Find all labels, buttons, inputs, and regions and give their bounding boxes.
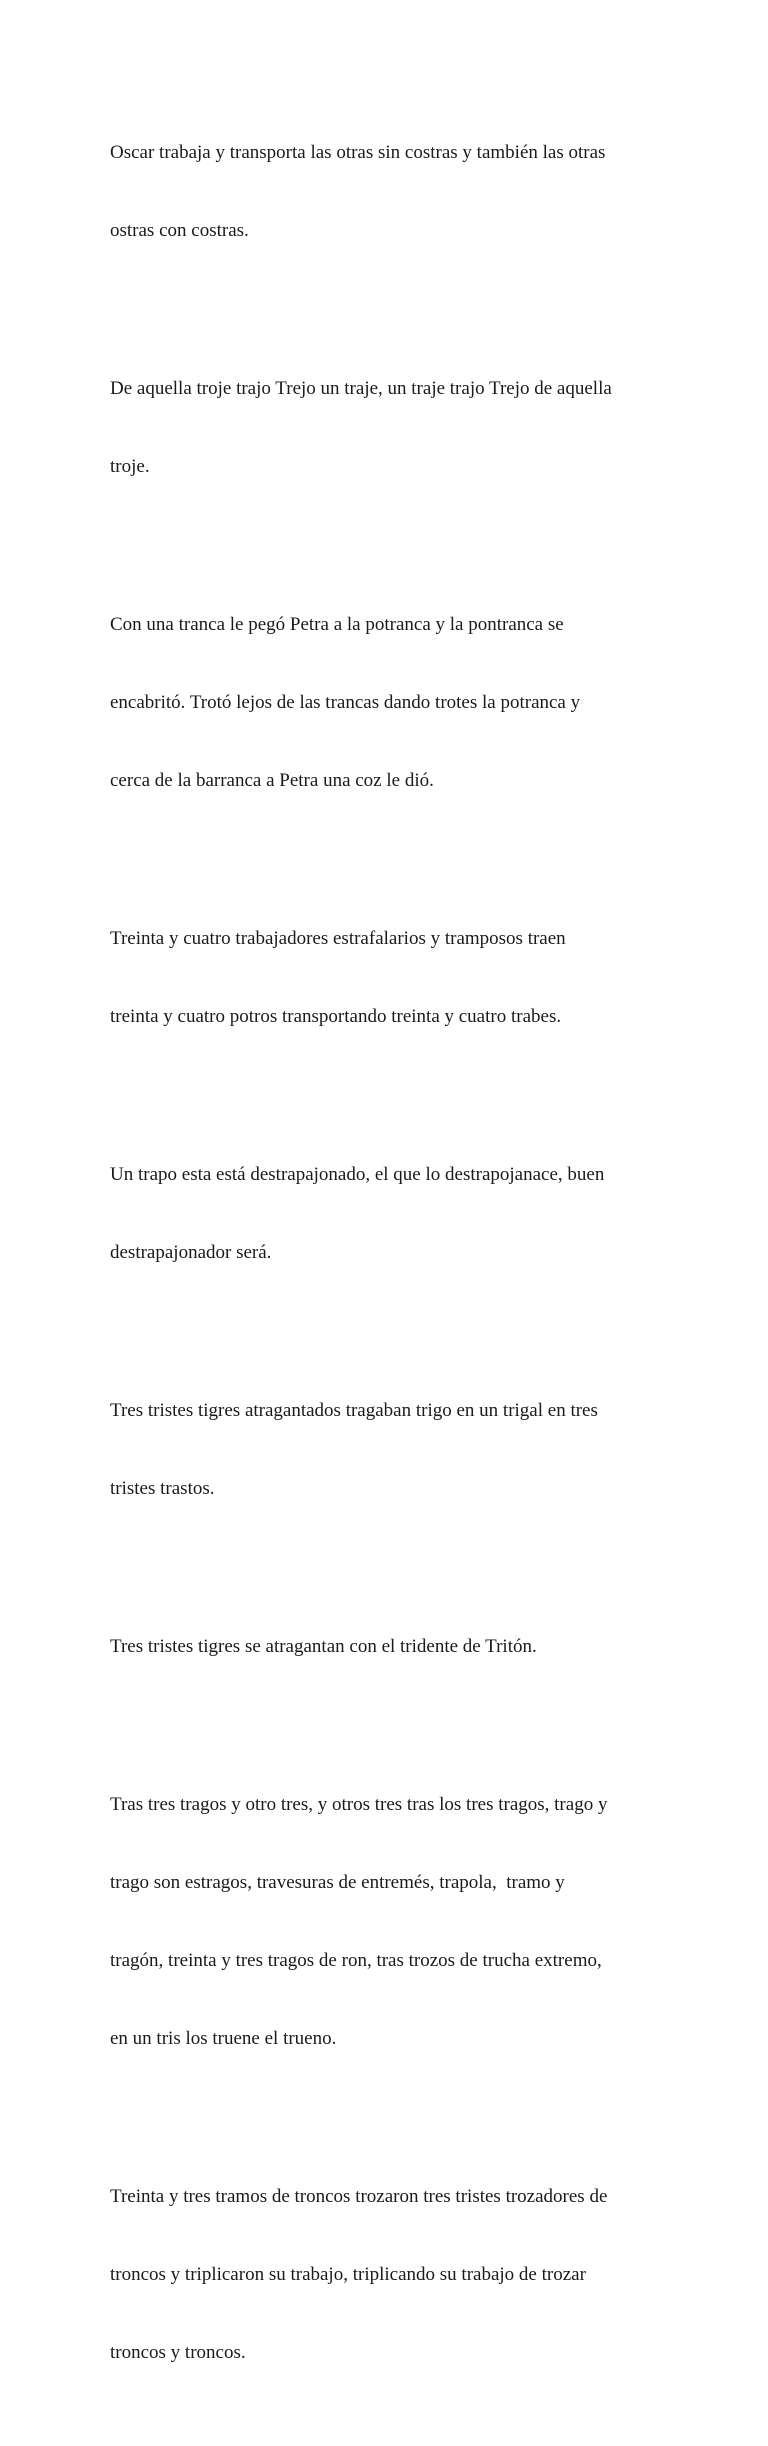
- paragraph-line: Treinta y cuatro trabajadores estrafalarios y tramposos traen: [110, 928, 566, 949]
- document-body: [110, 88, 660, 2446]
- paragraph: [110, 2132, 660, 2418]
- paragraph-line: cerca de la barranca a Petra una coz le dió.: [110, 770, 434, 791]
- paragraph-line: Treinta y tres tramos de troncos trozaron tres tristes trozadores de: [110, 2186, 608, 2207]
- paragraph-line: Tres tristes tigres atragantados tragaban trigo en un trigal en tres: [110, 1400, 598, 1421]
- paragraph-line: troje.: [110, 456, 150, 477]
- paragraph-line: en un tris los truene el trueno.: [110, 2028, 337, 2049]
- paragraph-line: tragón, treinta y tres tragos de ron, tras trozos de trucha extremo,: [110, 1950, 602, 1971]
- paragraph: [110, 1110, 660, 1318]
- paragraph-line: treinta y cuatro potros transportando treinta y cuatro trabes.: [110, 1006, 562, 1027]
- paragraph-line: Un trapo esta está destrapajonado, el que lo destrapojanace, buen: [110, 1164, 605, 1185]
- paragraph-line: Tras tres tragos y otro tres, y otros tres tras los tres tragos, trago y: [110, 1794, 608, 1815]
- paragraph: [110, 88, 660, 296]
- paragraph-line: trago son estragos, travesuras de entremés, trapola, tramo y: [110, 1872, 565, 1893]
- paragraph: [110, 560, 660, 846]
- paragraph-line: troncos y triplicaron su trabajo, triplicando su trabajo de trozar: [110, 2264, 586, 2285]
- paragraph: [110, 1740, 660, 2104]
- paragraph-line: ostras con costras.: [110, 220, 249, 241]
- paragraph-line: Tres tristes tigres se atragantan con el tridente de Tritón.: [110, 1636, 537, 1657]
- paragraph-line: Oscar trabaja y transporta las otras sin costras y también las otras: [110, 142, 606, 163]
- paragraph: [110, 324, 660, 532]
- paragraph: [110, 874, 660, 1082]
- paragraph-line: Con una tranca le pegó Petra a la potranca y la pontranca se: [110, 614, 564, 635]
- paragraph-line: troncos y troncos.: [110, 2342, 246, 2363]
- paragraph-line: destrapajonador será.: [110, 1242, 272, 1263]
- paragraph-line: De aquella troje trajo Trejo un traje, un traje trajo Trejo de aquella: [110, 378, 612, 399]
- paragraph: [110, 1346, 660, 1554]
- paragraph-line: tristes trastos.: [110, 1478, 215, 1499]
- paragraph-line: encabritó. Trotó lejos de las trancas dando trotes la potranca y: [110, 692, 581, 713]
- paragraph: [110, 1582, 660, 1712]
